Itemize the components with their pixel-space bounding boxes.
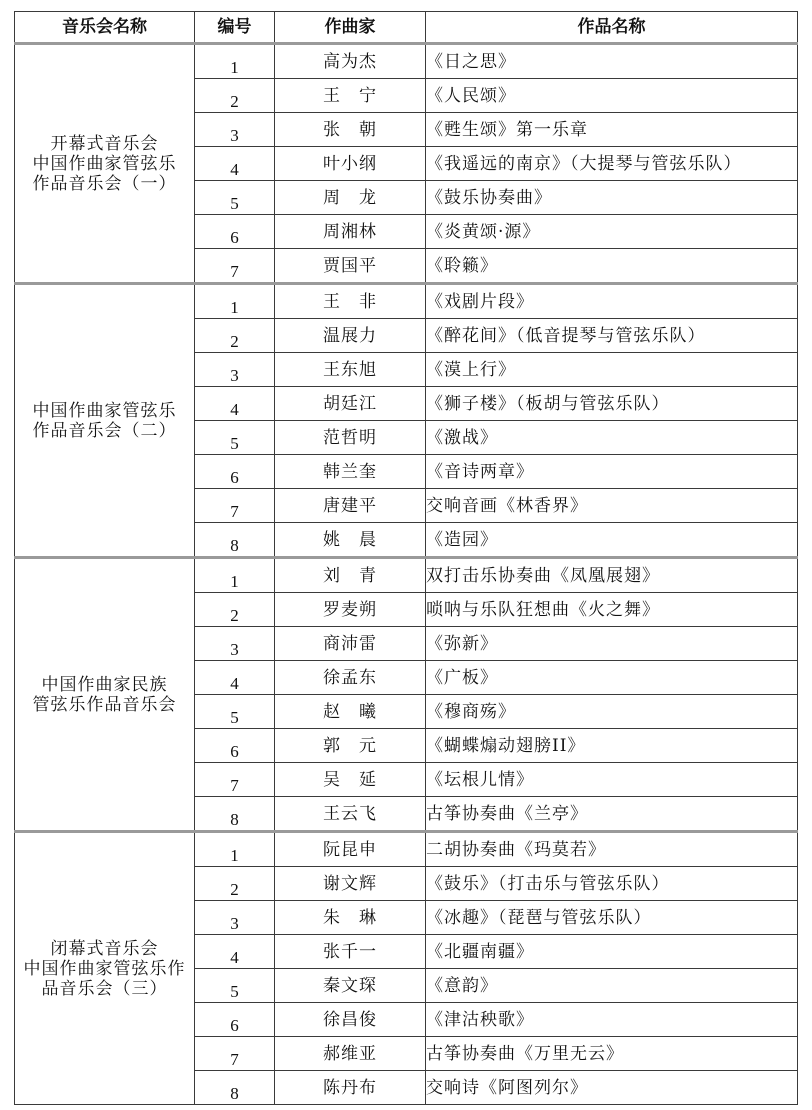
- work-title-cell: 《醉花间》（低音提琴与管弦乐队）: [426, 319, 798, 353]
- number-cell: 5: [195, 421, 275, 455]
- work-title-cell: 《广板》: [426, 661, 798, 695]
- composer-cell: 叶小纲: [275, 147, 426, 181]
- concert-name-cell: [15, 832, 195, 1105]
- number-cell: 2: [195, 79, 275, 113]
- number-cell: 2: [195, 593, 275, 627]
- number-cell: 1: [195, 284, 275, 319]
- number-cell: 3: [195, 627, 275, 661]
- concert-name-line: 作品音乐会（二）: [32, 420, 177, 441]
- composer-cell: 胡廷江: [275, 387, 426, 421]
- header-number: 编号: [195, 12, 275, 44]
- composer-cell: 韩兰奎: [275, 455, 426, 489]
- concert-name-line: 闭幕式音乐会: [50, 938, 159, 959]
- work-title-cell: 《鼓乐协奏曲》: [426, 181, 798, 215]
- composer-cell: 温展力: [275, 319, 426, 353]
- number-cell: 3: [195, 901, 275, 935]
- composer-cell: 郝维亚: [275, 1037, 426, 1071]
- composer-cell: 高为杰: [275, 44, 426, 79]
- number-cell: 5: [195, 969, 275, 1003]
- composer-cell: 徐孟东: [275, 661, 426, 695]
- work-title-cell: 《狮子楼》（板胡与管弦乐队）: [426, 387, 798, 421]
- number-cell: 6: [195, 215, 275, 249]
- table-body: [15, 44, 798, 1105]
- work-title-cell: 《聆籁》: [426, 249, 798, 284]
- number-cell: 5: [195, 181, 275, 215]
- work-title-cell: 《日之思》: [426, 44, 798, 79]
- composer-cell: 周湘林: [275, 215, 426, 249]
- header-row: [15, 12, 798, 44]
- work-title-cell: 《人民颂》: [426, 79, 798, 113]
- work-title-cell: 《炎黄颂·源》: [426, 215, 798, 249]
- number-cell: 8: [195, 1071, 275, 1105]
- table-row: [15, 558, 798, 593]
- composer-cell: 刘 青: [275, 558, 426, 593]
- work-title-cell: 《我遥远的南京》（大提琴与管弦乐队）: [426, 147, 798, 181]
- number-cell: 8: [195, 523, 275, 558]
- number-cell: 2: [195, 319, 275, 353]
- number-cell: 3: [195, 113, 275, 147]
- number-cell: 6: [195, 1003, 275, 1037]
- work-title-cell: 《甦生颂》第一乐章: [426, 113, 798, 147]
- header-work-title: 作品名称: [426, 12, 798, 44]
- work-title-cell: 交响音画《林香界》: [426, 489, 798, 523]
- composer-cell: 张千一: [275, 935, 426, 969]
- number-cell: 7: [195, 249, 275, 284]
- composer-cell: 张 朝: [275, 113, 426, 147]
- composer-cell: 贾国平: [275, 249, 426, 284]
- composer-cell: 王东旭: [275, 353, 426, 387]
- work-title-cell: 《造园》: [426, 523, 798, 558]
- concert-name-line: 作品音乐会（一）: [32, 173, 177, 194]
- work-title-cell: 《意韵》: [426, 969, 798, 1003]
- work-title-cell: 《冰趣》（琵琶与管弦乐队）: [426, 901, 798, 935]
- composer-cell: 罗麦朔: [275, 593, 426, 627]
- concert-name-cell: [15, 558, 195, 832]
- work-title-cell: 二胡协奏曲《玛莫若》: [426, 832, 798, 867]
- work-title-cell: 《戏剧片段》: [426, 284, 798, 319]
- concert-name-line: 中国作曲家管弦乐作: [23, 958, 186, 979]
- composer-cell: 谢文辉: [275, 867, 426, 901]
- concert-name-cell: [15, 284, 195, 558]
- header-concert-name: 音乐会名称: [15, 12, 195, 44]
- work-title-cell: 双打击乐协奏曲《凤凰展翅》: [426, 558, 798, 593]
- composer-cell: 商沛雷: [275, 627, 426, 661]
- work-title-cell: 《鼓乐》（打击乐与管弦乐队）: [426, 867, 798, 901]
- composer-cell: 朱 琳: [275, 901, 426, 935]
- work-title-cell: 《坛根儿情》: [426, 763, 798, 797]
- composer-cell: 王云飞: [275, 797, 426, 832]
- number-cell: 7: [195, 489, 275, 523]
- work-title-cell: 《津沽秧歌》: [426, 1003, 798, 1037]
- number-cell: 2: [195, 867, 275, 901]
- number-cell: 4: [195, 147, 275, 181]
- work-title-cell: 《蝴蝶煽动翅膀II》: [426, 729, 798, 763]
- composer-cell: 秦文琛: [275, 969, 426, 1003]
- concert-name-line: 中国作曲家管弦乐: [32, 153, 177, 174]
- composer-cell: 徐昌俊: [275, 1003, 426, 1037]
- work-title-cell: 古筝协奏曲《万里无云》: [426, 1037, 798, 1071]
- number-cell: 1: [195, 558, 275, 593]
- work-title-cell: 唢呐与乐队狂想曲《火之舞》: [426, 593, 798, 627]
- composer-cell: 王 非: [275, 284, 426, 319]
- number-cell: 1: [195, 44, 275, 79]
- work-title-cell: 《弥新》: [426, 627, 798, 661]
- concert-name-line: 开幕式音乐会: [50, 133, 159, 154]
- composer-cell: 陈丹布: [275, 1071, 426, 1105]
- composer-cell: 范哲明: [275, 421, 426, 455]
- number-cell: 4: [195, 661, 275, 695]
- composer-cell: 吴 延: [275, 763, 426, 797]
- concert-name-line: 管弦乐作品音乐会: [32, 694, 177, 715]
- number-cell: 7: [195, 1037, 275, 1071]
- composer-cell: 王 宁: [275, 79, 426, 113]
- number-cell: 6: [195, 729, 275, 763]
- number-cell: 6: [195, 455, 275, 489]
- number-cell: 4: [195, 935, 275, 969]
- number-cell: 4: [195, 387, 275, 421]
- table-row: [15, 832, 798, 867]
- composer-cell: 赵 曦: [275, 695, 426, 729]
- composer-cell: 周 龙: [275, 181, 426, 215]
- work-title-cell: 《激战》: [426, 421, 798, 455]
- composer-cell: 唐建平: [275, 489, 426, 523]
- composer-cell: 阮昆申: [275, 832, 426, 867]
- table-row: [15, 284, 798, 319]
- concert-name-line: 品音乐会（三）: [41, 978, 168, 999]
- number-cell: 8: [195, 797, 275, 832]
- work-title-cell: 《漠上行》: [426, 353, 798, 387]
- work-title-cell: 《北疆南疆》: [426, 935, 798, 969]
- work-title-cell: 《穆商殇》: [426, 695, 798, 729]
- work-title-cell: 交响诗《阿图列尔》: [426, 1071, 798, 1105]
- concert-program-table: [14, 11, 798, 1105]
- composer-cell: 姚 晨: [275, 523, 426, 558]
- work-title-cell: 古筝协奏曲《兰亭》: [426, 797, 798, 832]
- concert-name-line: 中国作曲家民族: [41, 674, 168, 695]
- concert-name-line: 中国作曲家管弦乐: [32, 400, 177, 421]
- number-cell: 5: [195, 695, 275, 729]
- number-cell: 1: [195, 832, 275, 867]
- concert-name-cell: [15, 44, 195, 284]
- work-title-cell: 《音诗两章》: [426, 455, 798, 489]
- number-cell: 3: [195, 353, 275, 387]
- composer-cell: 郭 元: [275, 729, 426, 763]
- header-composer: 作曲家: [275, 12, 426, 44]
- table-row: [15, 44, 798, 79]
- number-cell: 7: [195, 763, 275, 797]
